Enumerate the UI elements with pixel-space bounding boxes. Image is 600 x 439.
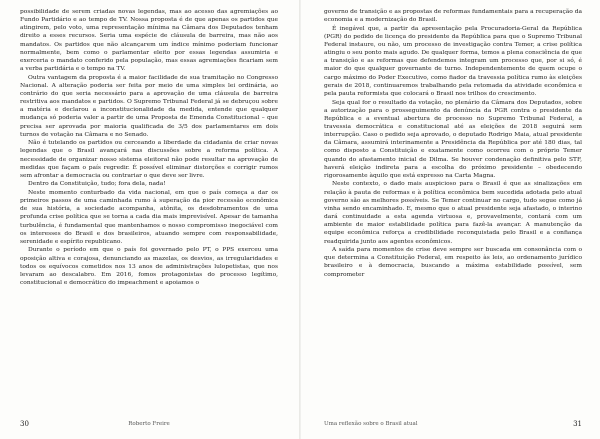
paragraph: Outra vantagem da proposta é a maior facilidade de sua tramitação no Congresso Nacional. A alteração poderia ser feita por meio de uma simples lei ordinária, ao contrário do que seria necessário para a aprovação de uma cláusula de barreira restritiva aos mandatos e partidos. O Supremo Tribunal Federal já se debruçou sobre a matéria e declarou a inconstitucionalidade da medida, entende que qualquer mudança só poderia valer a partir de uma Proposta de Emenda Constitucional – que precisa ser aprovada por maioria qualificada de 3/5 dos parlamentares em dois turnos de votação na Câmara e no Senado.	[20, 74, 278, 138]
page-number: 31	[573, 420, 582, 428]
paragraph: Seja qual for o resultado da votação, no plenário da Câmara dos Deputados, sobre a autorização para o prosseguimento da denúncia da PGR contra o presidente da República e a eventual abertura de processo no Supremo Tribunal Federal, a travessia democrática e constitucional até as eleições de 2018 seguirá sem interrupção. Caso o pedido seja aprovado, o deputado Rodrigo Maia, atual presidente da Câmara, assumirá interinamente a Presidência da República por até 180 dias, tal como disposto a Constituição e exatamente como ocorreu com o próprio Temer quando do afastamento inicial de Dilma. Se houver condenação definitiva pelo STF, haverá eleição indireta para a escolha do próximo presidente – obedecendo rigorosamente àquilo que está expresso na Carta Magna.	[324, 99, 582, 179]
paragraph: governo de transição e as propostas de reformas fundamentais para a recuperação da economia e a modernização do Brasil.	[324, 9, 582, 24]
right-page	[324, 8, 582, 279]
paragraph: Neste momento conturbado da vida nacional, em que o país começa a dar os primeiros passos de uma caminhada rumo à superação da pior recessão econômica de sua história, a sociedade acompanha, atônita, os desdobramentos de uma profunda crise política que se torna a cada dia mais imprevisível. Apesar de tamanha turbulência, é fundamental que mantenhamos o nosso compromisso inegociável com os interesses do Brasil e dos brasileiros, atuando sempre com responsabilidade, serenidade e espírito republicano.	[20, 190, 278, 245]
paragraph: Durante o período em que o país foi governado pelo PT, o PPS exerceu uma oposição altiva e corajosa, denunciando as mazelas, os desvios, as irregularidades e todos os equívocos cometidos nos 13 anos de administrações lulopetistas, que nos levaram ao descalabro. Em 2016, fomos protagonistas do processo legítimo, constitucional e democrático do impeachment e apoiamos o	[20, 247, 278, 287]
running-head: Roberto Freire	[128, 421, 170, 427]
left-page-body	[20, 8, 278, 287]
paragraph: Não é tutelando os partidos ou cerceando a liberdade da cidadania de criar novas legendas que o Brasil avançará nas discussões sobre a reforma política. A necessidade de organizar nosso sistema eleitoral não pode resultar na aprovação de medidas que façam o país regredir. É possível eliminar distorções e corrigir rumos sem afrontar a democracia ou contrariar o que deve ser livre.	[20, 140, 278, 179]
left-page	[20, 8, 278, 287]
page-number: 30	[20, 420, 29, 428]
left-page-footer	[20, 421, 278, 431]
running-head: Uma reflexão sobre o Brasil atual	[324, 421, 418, 427]
paragraph: A saída para momentos de crise deve sempre ser buscada em consonância com o que determina a Constituição Federal, em respeito às leis, ao ordenamento jurídico brasileiro e à democracia, buscando a máxima estabilidade possível, sem comprometer	[324, 247, 582, 278]
page-gutter	[299, 0, 301, 439]
paragraph: possibilidade de serem criadas novas legendas, mas ao acesso das agremiações ao Fundo Partidário e ao tempo de TV. Nossa proposta é de que apenas os partidos que atingirem, pelo voto, uma representação mínima na Câmara dos Deputados tenham direito a esses recursos. Seria uma espécie de cláusula de barreira, mas não aos mandatos. Os partidos que não alcançarem um índice mínimo poderiam funcionar normalmente, bem como o parlamentar eleito por essas legendas assumiria e exerceria o mandato conferido pela população, mas essas agremiações ficariam sem a verba partidária e o tempo na TV.	[20, 9, 278, 73]
paragraph: Dentro da Constituição, tudo; fora dela, nada!	[28, 181, 166, 188]
right-page-body	[324, 8, 582, 279]
paragraph: Neste contexto, o dado mais auspicioso para o Brasil é que as sinalizações em relação à pauta de reformas e à política econômica bem sucedida adotada pelo atual governo são as melhores possíveis. Se Temer continuar no cargo, tudo segue como já vinha sendo encaminhado. E, mesmo que o atual presidente seja afastado, o interino dará continuidade a esta agenda virtuosa e, provavelmente, contará com um ambiente de maior estabilidade política para fazê-la avançar. A manutenção da equipe econômica reforça a credibilidade reconquistada pelo Brasil e a confiança readquirida junto aos agentes econômicos.	[324, 181, 582, 245]
right-page-footer	[324, 421, 582, 431]
paragraph: É inegável que, a partir da apresentação pela Procuradoria-Geral da República (PGR) do pedido de licença do presidente da República para que o Supremo Tribunal Federal instaure, ou não, um processo de investigação contra Temer, a crise política atingiu o seu ponto mais agudo. De qualquer forma, temos a plena consciência de que a transição e as reformas que defendemos integram um processo que, por si só, é maior do que qualquer governante de turno. Independentemente de quem ocupe o cargo máximo do Poder Executivo, como fiador da travessia política rumo às eleições gerais de 2018, continuaremos trabalhando pela retomada da atividade econômica e pela pauta reformista que colocará o Brasil nos trilhos do crescimento.	[324, 25, 582, 97]
